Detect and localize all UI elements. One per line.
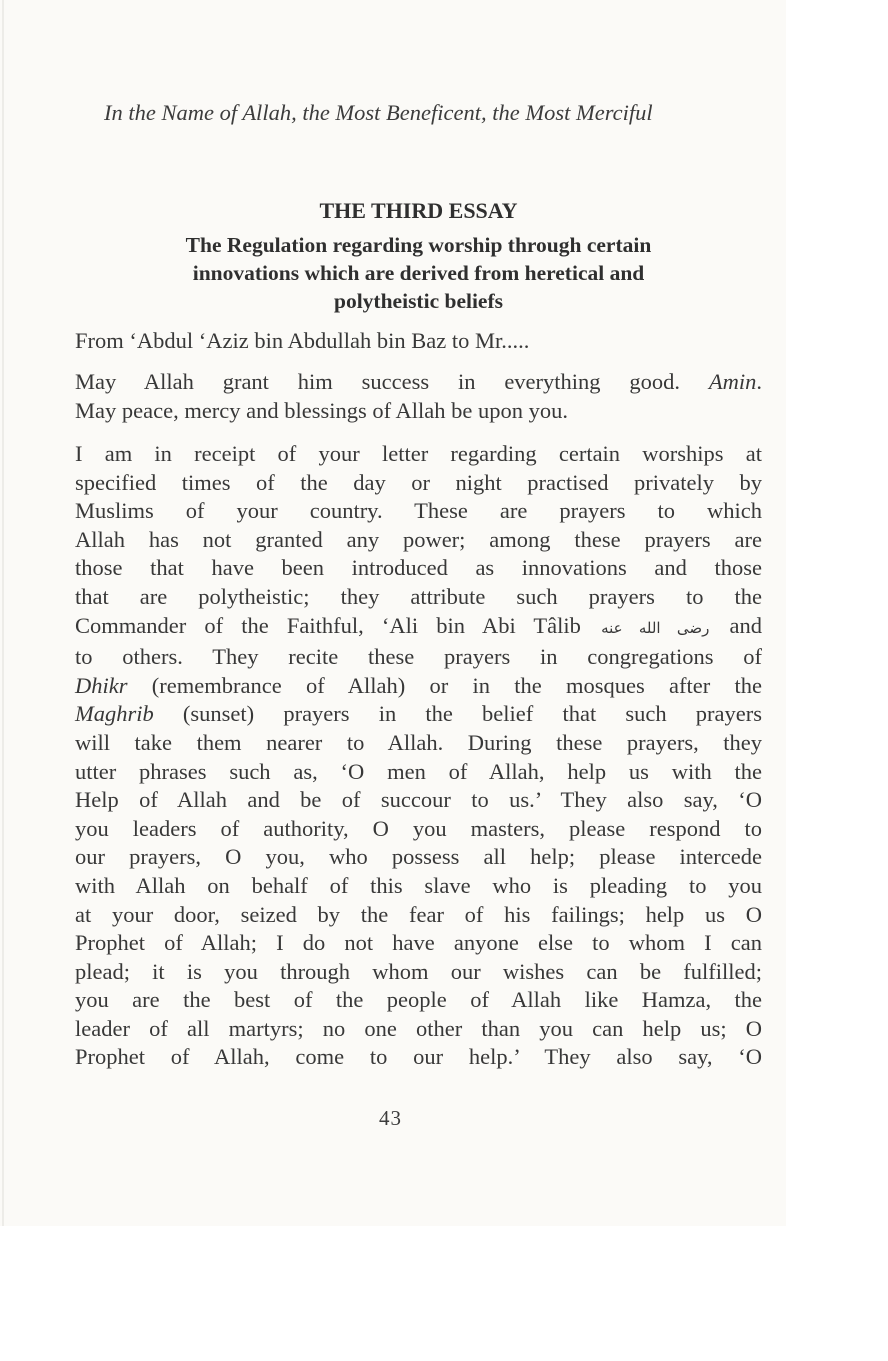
text-line: those that have been introduced as innovations and those [75,555,762,581]
text-line: specified times of the day or night practised privately by [75,469,762,495]
text-line: May peace, mercy and blessings of Allah be upon you. [75,398,569,423]
text-line: May Allah grant him success in everything good. Amin. [75,369,762,394]
text-line: polytheistic beliefs [334,289,503,313]
text-line: Prophet of Allah; I do not have anyone else to whom I can [75,930,762,956]
text-line: plead; it is you through whom our wishes can be fulfilled; [75,958,762,984]
page-number: 43 [379,1106,402,1130]
text-line: Help of Allah and be of succour to us.’ They also say, ‘O [75,787,762,813]
text-line: to others. They recite these prayers in congregations of [75,644,762,670]
bismillah-line: In the Name of Allah, the Most Beneficent, the Most Merciful [104,100,653,125]
text-line: utter phrases such as, ‘O men of Allah, help us with the [75,758,762,784]
greeting-paragraph [75,367,762,425]
arabic-honorific: رضى الله عنه [601,620,710,637]
text-line: Maghrib (sunset) prayers in the belief that such prayers [75,701,762,727]
text-line: at your door, seized by the fear of his failings; help us O [75,901,762,927]
text-line: Prophet of Allah, come to our help.’ They also say, ‘O [75,1044,762,1070]
text-line: you leaders of authority, O you masters, please respond to [75,815,762,841]
text-line: our prayers, O you, who possess all help; please intercede [75,844,762,870]
text-line: I am in receipt of your letter regarding certain worships at [75,441,762,466]
text-line: The Regulation regarding worship through certain [185,233,652,257]
scan-left-edge [2,0,4,1226]
text-line: you are the best of the people of Allah like Hamza, the [75,987,762,1013]
body-paragraph [75,440,762,1072]
text-line: with Allah on behalf of this slave who is pleading to you [75,872,762,898]
text-line: Dhikr (remembrance of Allah) or in the mosques after the [75,672,762,698]
text-line: leader of all martyrs; no one other than you can help us; O [75,1015,762,1041]
essay-subtitle [75,231,762,315]
text-line: Muslims of your country. These are prayers to which [75,498,762,524]
text-line: will take them nearer to Allah. During these prayers, they [75,729,762,755]
text-line: Commander of the Faithful, ‘Ali bin Abi Tâlib رضى الله عنه and [75,612,762,638]
salutation-line: From ‘Abdul ‘Aziz bin Abdullah bin Baz to Mr..... [75,328,530,353]
essay-title: THE THIRD ESSAY [319,198,518,223]
text-line: Allah has not granted any power; among these prayers are [75,526,762,552]
text-line: innovations which are derived from heretical and [192,261,645,285]
text-line: that are polytheistic; they attribute such prayers to the [75,583,762,609]
